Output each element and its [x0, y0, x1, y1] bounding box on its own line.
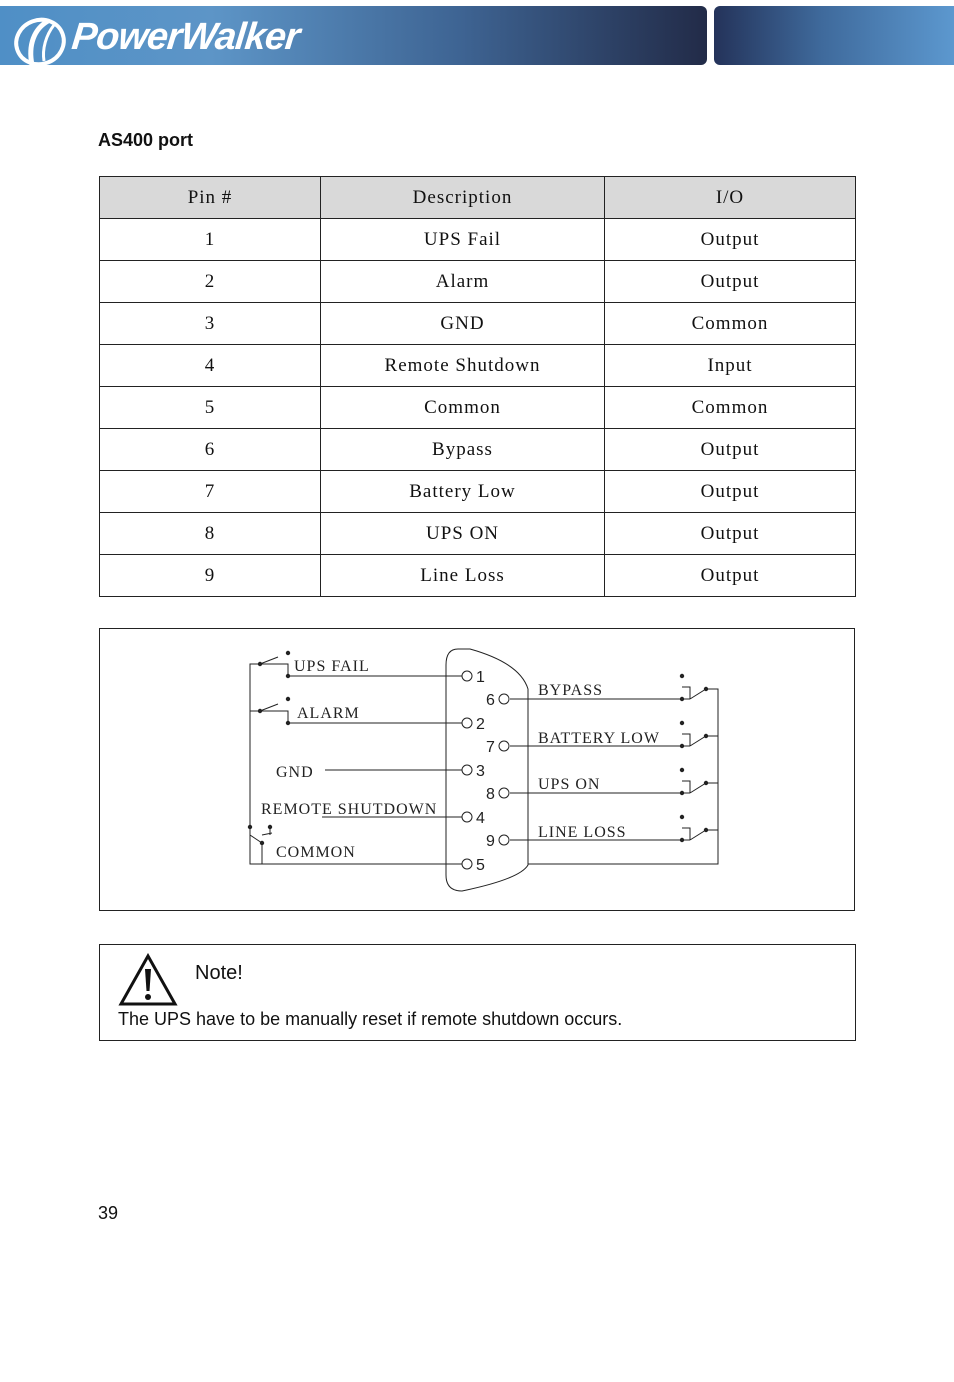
- pin-circle: [462, 765, 472, 775]
- io-cell: Output: [605, 471, 856, 513]
- pin-cell: 8: [100, 513, 321, 555]
- pin-number-8: 8: [486, 786, 495, 803]
- column-header-pin: Pin #: [100, 177, 321, 219]
- description-cell: Battery Low: [321, 471, 605, 513]
- pin-circle: [462, 671, 472, 681]
- description-cell: UPS Fail: [321, 219, 605, 261]
- label-remote-shutdown: REMOTE SHUTDOWN: [261, 801, 438, 818]
- pin-cell: 9: [100, 555, 321, 597]
- io-cell: Output: [605, 513, 856, 555]
- pin-number-6: 6: [486, 692, 495, 709]
- label-gnd: GND: [276, 764, 314, 781]
- pin-cell: 3: [100, 303, 321, 345]
- pin-circle: [462, 718, 472, 728]
- pin-circle: [462, 812, 472, 822]
- powerwalker-logo-icon: [12, 15, 74, 69]
- io-cell: Output: [605, 219, 856, 261]
- pin-cell: 6: [100, 429, 321, 471]
- description-cell: Remote Shutdown: [321, 345, 605, 387]
- table-row: [100, 303, 856, 345]
- column-header-description: Description: [321, 177, 605, 219]
- pin-cell: 2: [100, 261, 321, 303]
- pin-cell: 7: [100, 471, 321, 513]
- header-banner: [0, 6, 707, 65]
- io-cell: Input: [605, 345, 856, 387]
- label-battery-low: BATTERY LOW: [538, 730, 660, 747]
- section-title: AS400 port: [98, 130, 194, 150]
- description-cell: Alarm: [321, 261, 605, 303]
- page-number: 39: [98, 1203, 119, 1223]
- pin-number-4: 4: [476, 810, 485, 827]
- label-ups-on: UPS ON: [538, 776, 601, 793]
- description-cell: GND: [321, 303, 605, 345]
- table-row: [100, 429, 856, 471]
- note-text: The UPS have to be manually reset if remote shutdown occurs.: [118, 1009, 623, 1029]
- pin-number-1: 1: [476, 669, 485, 686]
- pin-circle: [499, 835, 509, 845]
- header-banner-right: [714, 6, 954, 65]
- io-cell: Output: [605, 555, 856, 597]
- table-row: [100, 261, 856, 303]
- io-cell: Common: [605, 303, 856, 345]
- description-cell: UPS ON: [321, 513, 605, 555]
- pin-number-5: 5: [476, 857, 485, 874]
- pin-number-7: 7: [486, 739, 495, 756]
- pin-cell: 4: [100, 345, 321, 387]
- label-bypass: BYPASS: [538, 682, 604, 699]
- pin-number-3: 3: [476, 763, 485, 780]
- column-header-io: I/O: [605, 177, 856, 219]
- description-cell: Common: [321, 387, 605, 429]
- table-row: [100, 219, 856, 261]
- table-row: [100, 345, 856, 387]
- pin-cell: 1: [100, 219, 321, 261]
- pin-table: [99, 176, 856, 597]
- table-row: [100, 387, 856, 429]
- pin-number-2: 2: [476, 716, 485, 733]
- pin-circle: [499, 694, 509, 704]
- db9-connector-diagram: [100, 629, 856, 912]
- wiring-diagram: [99, 628, 855, 911]
- table-header-row: [100, 177, 856, 219]
- label-alarm: ALARM: [297, 705, 360, 722]
- pin-circle: [462, 859, 472, 869]
- pin-circle: [499, 741, 509, 751]
- table-row: [100, 513, 856, 555]
- description-cell: Line Loss: [321, 555, 605, 597]
- pin-cell: 5: [100, 387, 321, 429]
- note-box: [99, 944, 856, 1041]
- label-common: COMMON: [276, 844, 356, 861]
- io-cell: Common: [605, 387, 856, 429]
- io-cell: Output: [605, 429, 856, 471]
- label-line-loss: LINE LOSS: [538, 824, 627, 841]
- pin-circle: [499, 788, 509, 798]
- description-cell: Bypass: [321, 429, 605, 471]
- brand-name: PowerWalker: [69, 16, 302, 58]
- io-cell: Output: [605, 261, 856, 303]
- table-row: [100, 471, 856, 513]
- pin-number-9: 9: [486, 833, 495, 850]
- table-row: [100, 555, 856, 597]
- note-title: Note!: [195, 962, 243, 984]
- label-ups-fail: UPS FAIL: [294, 658, 370, 675]
- warning-triangle-icon: [118, 953, 178, 1007]
